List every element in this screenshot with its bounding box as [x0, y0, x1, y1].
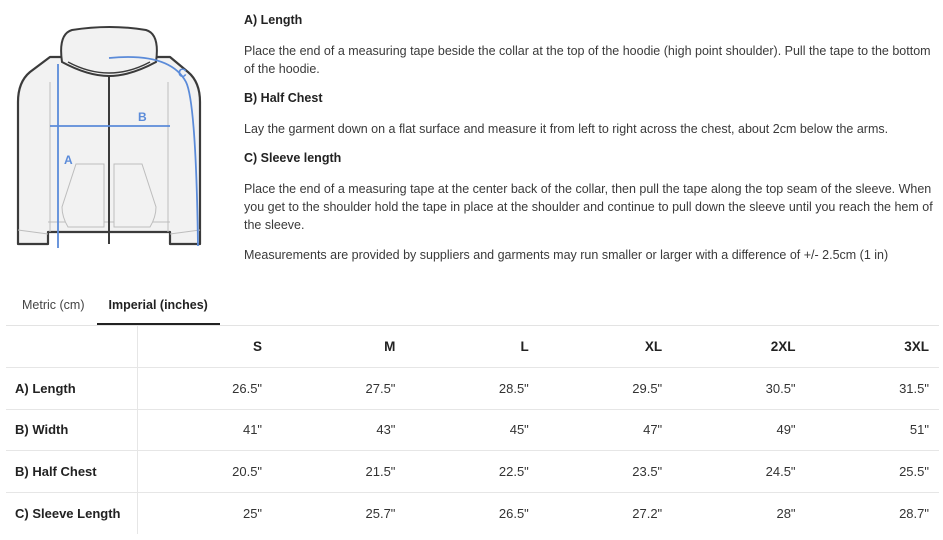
row-label: C) Sleeve Length [6, 492, 137, 534]
table-cell: 49" [672, 409, 805, 451]
hoodie-illustration [10, 22, 215, 257]
table-cell: 27.2" [632, 505, 663, 521]
table-corner [6, 326, 137, 368]
table-cell: 20.5" [137, 451, 272, 493]
half-chest-title: B) Half Chest [244, 91, 323, 105]
table-row [6, 451, 939, 493]
tab-metric[interactable]: Metric (cm) [22, 298, 85, 312]
table-cell: 43" [272, 409, 405, 451]
size-table [6, 326, 939, 534]
table-cell: 29.5" [539, 368, 672, 410]
table-cell: 28.7" [899, 505, 929, 521]
unit-tabs [10, 288, 220, 325]
measurement-note: Measurements are provided by suppliers and garments may run smaller or larger with a difference of +/- 2.5cm (1 in) [244, 248, 889, 262]
size-header: M [272, 326, 405, 368]
label-b: B [138, 110, 147, 124]
table-cell: 28" [776, 505, 796, 521]
table-cell: 22.5" [405, 451, 538, 493]
table-cell: 31.5" [806, 368, 939, 410]
length-title: A) Length [244, 13, 303, 27]
table-row [6, 409, 939, 451]
table-cell: 51" [806, 409, 939, 451]
row-label: A) Length [6, 368, 137, 410]
table-cell: 47" [539, 409, 672, 451]
table-cell: 26.5" [137, 368, 272, 410]
table-cell: 25.5" [806, 451, 939, 493]
measurement-instructions [244, 12, 934, 264]
size-header: XL [539, 326, 672, 368]
table-cell: 45" [405, 409, 538, 451]
table-cell: 28.5" [405, 368, 538, 410]
table-cell: 24.5" [672, 451, 805, 493]
sleeve-length-title: C) Sleeve length [244, 151, 342, 165]
table-cell: 23.5" [539, 451, 672, 493]
table-cell: 25.7" [365, 505, 396, 521]
label-a: A [64, 153, 73, 167]
label-c: C [178, 66, 187, 80]
size-header: L [405, 326, 538, 368]
row-label: B) Half Chest [6, 451, 137, 493]
table-cell: 27.5" [272, 368, 405, 410]
size-header: 2XL [672, 326, 805, 368]
size-header: S [137, 326, 272, 368]
table-header-row [6, 326, 939, 368]
table-cell: 25" [242, 505, 263, 521]
row-label: B) Width [6, 409, 137, 451]
hoodie-diagram [10, 22, 215, 257]
half-chest-text: Lay the garment down on a flat surface and measure it from left to right across the chest, about 2cm below the arms. [244, 122, 889, 136]
table-cell: 30.5" [672, 368, 805, 410]
table-cell: 26.5" [498, 505, 529, 521]
table-row [6, 368, 939, 410]
tab-imperial[interactable]: Imperial (inches) [97, 288, 220, 325]
size-header: 3XL [806, 326, 939, 368]
length-text: Place the end of a measuring tape beside the collar at the top of the hoodie (high point shoulder). Pull the tape to the bottom of the hoodie. [244, 44, 931, 76]
table-cell: 41" [137, 409, 272, 451]
sleeve-length-text: Place the end of a measuring tape at the center back of the collar, then pull the tape along the top seam of the sleeve. When you get to the shoulder hold the tape in place at the shoulder and continue to pull down the sleeve until you reach the hem of the sleeve. [244, 182, 933, 232]
table-cell: 21.5" [272, 451, 405, 493]
table-row [6, 492, 939, 534]
